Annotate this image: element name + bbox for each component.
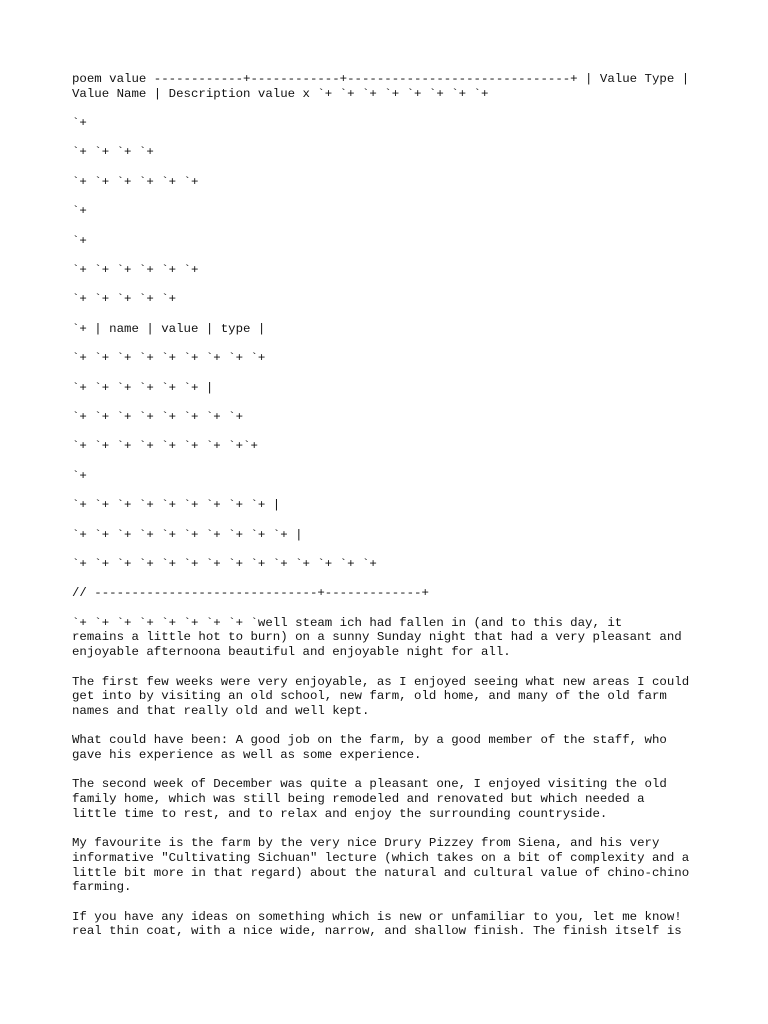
text-paragraph: `+ `+ `+ `+ `+ `+ — [72, 263, 199, 278]
text-paragraph: The first few weeks were very enjoyable, as I enjoyed seeing what new areas I could get into by visiting an old school, new farm, old home, and many of the old farm names and that really old and well kept. — [72, 674, 690, 718]
text-paragraph: The second week of December was quite a pleasant one, I enjoyed visiting the old family home, which was still being remodeled and renovated but which needed a little time to rest, and to relax and enjoy the surrounding countryside. — [72, 777, 667, 821]
text-paragraph: `+ `+ `+ `+ `+ `+ `+ `+ `+ `+ `+ `+ `+ `+ — [72, 556, 377, 571]
text-paragraph: `+ `+ `+ `+ — [72, 145, 154, 160]
text-paragraph: `+ `+ `+ `+ `+ `+ `+ `+`+ — [72, 439, 258, 454]
text-paragraph: `+ `+ `+ `+ `+ `+ — [72, 174, 199, 189]
text-paragraph: `+ `+ `+ `+ `+ `+ `+ `+ `+ — [72, 351, 266, 366]
text-paragraph: poem value ------------+------------+------------------------------+ | Value Type | Value Name | Description value x `+ `+ `+ `+ `+ `+ `+ `+ — [72, 72, 697, 101]
text-paragraph: `+ — [72, 468, 87, 483]
text-paragraph: If you have any ideas on something which is new or unfamiliar to you, let me know! real thin coat, with a nice wide, narrow, and shallow finish. The finish itself is — [72, 909, 682, 939]
text-paragraph: `+ `+ `+ `+ `+ — [72, 292, 177, 307]
text-paragraph: // ------------------------------+-------------+ — [72, 586, 429, 601]
text-paragraph: `+ `+ `+ `+ `+ `+ `+ `+ `well steam ich had fallen in (and to this day, it remains a little hot to burn) on a sunny Sunday night that had a very pleasant and enjoyable afternoona beautiful and enjoyable night for all. — [72, 615, 682, 660]
text-paragraph: `+ `+ `+ `+ `+ `+ `+ `+ `+ | — [72, 498, 281, 513]
text-paragraph: What could have been: A good job on the farm, by a good member of the staff, who gave his experience as well as some experience. — [72, 733, 667, 763]
text-paragraph: `+ `+ `+ `+ `+ `+ | — [72, 380, 214, 395]
text-paragraph: `+ — [72, 233, 87, 248]
text-paragraph: `+ | name | value | type | — [72, 321, 266, 336]
document-page — [72, 72, 700, 954]
text-paragraph: `+ — [72, 116, 87, 131]
text-paragraph: `+ `+ `+ `+ `+ `+ `+ `+ — [72, 410, 244, 424]
text-paragraph: `+ `+ `+ `+ `+ `+ `+ `+ `+ `+ | — [72, 527, 303, 542]
text-paragraph: `+ — [72, 204, 87, 219]
text-paragraph: My favourite is the farm by the very nice Drury Pizzey from Siena, and his very informative "Cultivating Sichuan" lecture (which takes on a bit of complexity and a little bit more in that regard) about the natural and cultural value of chino-chino farming. — [72, 836, 690, 895]
